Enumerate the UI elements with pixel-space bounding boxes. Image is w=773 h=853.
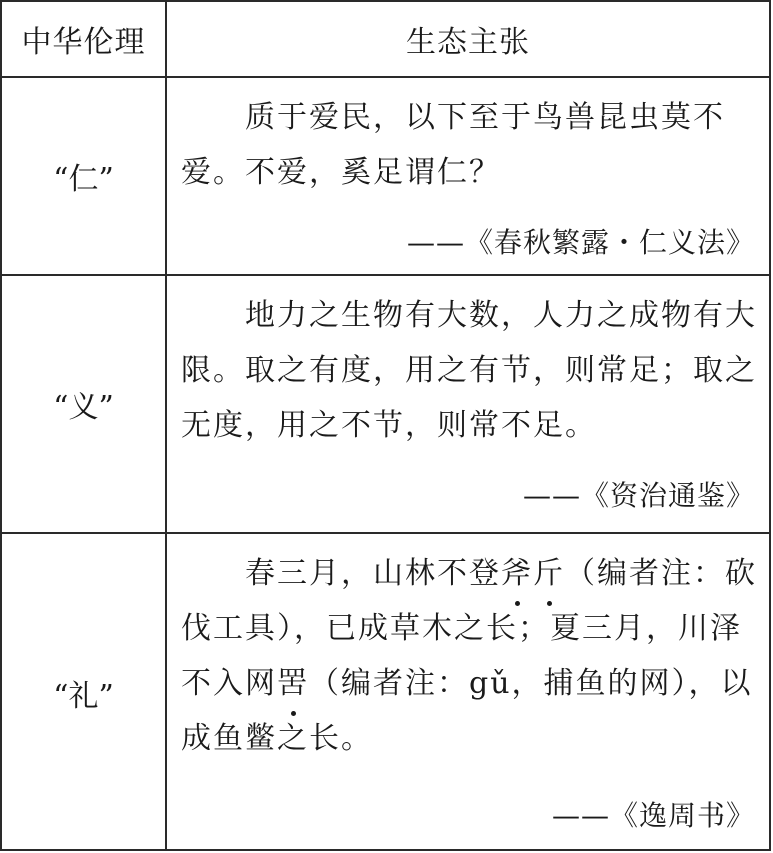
row-cell-yi: [167, 276, 769, 532]
quote-text: 质于爱民，以下至于鸟兽昆虫莫不爱。不爱，奚足谓仁？: [181, 100, 725, 190]
row-key-li: “礼”: [53, 678, 114, 714]
quote-source: ——《逸周书》: [551, 799, 755, 832]
row-cell-ren: [167, 78, 769, 274]
quote-text: [181, 546, 767, 766]
row-cell-li: [167, 534, 769, 851]
header-ecological-claims: 生态主张: [406, 25, 530, 60]
quote-source: ——《春秋繁露・仁义法》: [406, 226, 755, 259]
row-key-yi: “义”: [53, 390, 114, 425]
quote-text: 地力之生物有大数，人力之成物有大限。取之有度，用之有节，则常足；取之无度，用之不节，则常不足。: [181, 298, 757, 443]
header-chinese-ethics: 中华伦理: [21, 25, 146, 60]
quote-text-part: （编者注：砍伐工具），已成草木之长；夏三月，川泽不入网: [181, 556, 757, 701]
emphasis-char: 罟: [277, 656, 309, 711]
row-key-ren: “仁”: [53, 162, 114, 197]
quote-text-part: 春三月，山林不登: [181, 556, 501, 591]
emphasis-char: 斧: [501, 546, 533, 601]
quote-text-part: （编者注：gǔ，捕鱼的网），以成鱼鳖之长。: [181, 666, 753, 756]
quote-source: ——《资治通鉴》: [522, 479, 755, 512]
emphasis-char: 斤: [533, 546, 565, 601]
